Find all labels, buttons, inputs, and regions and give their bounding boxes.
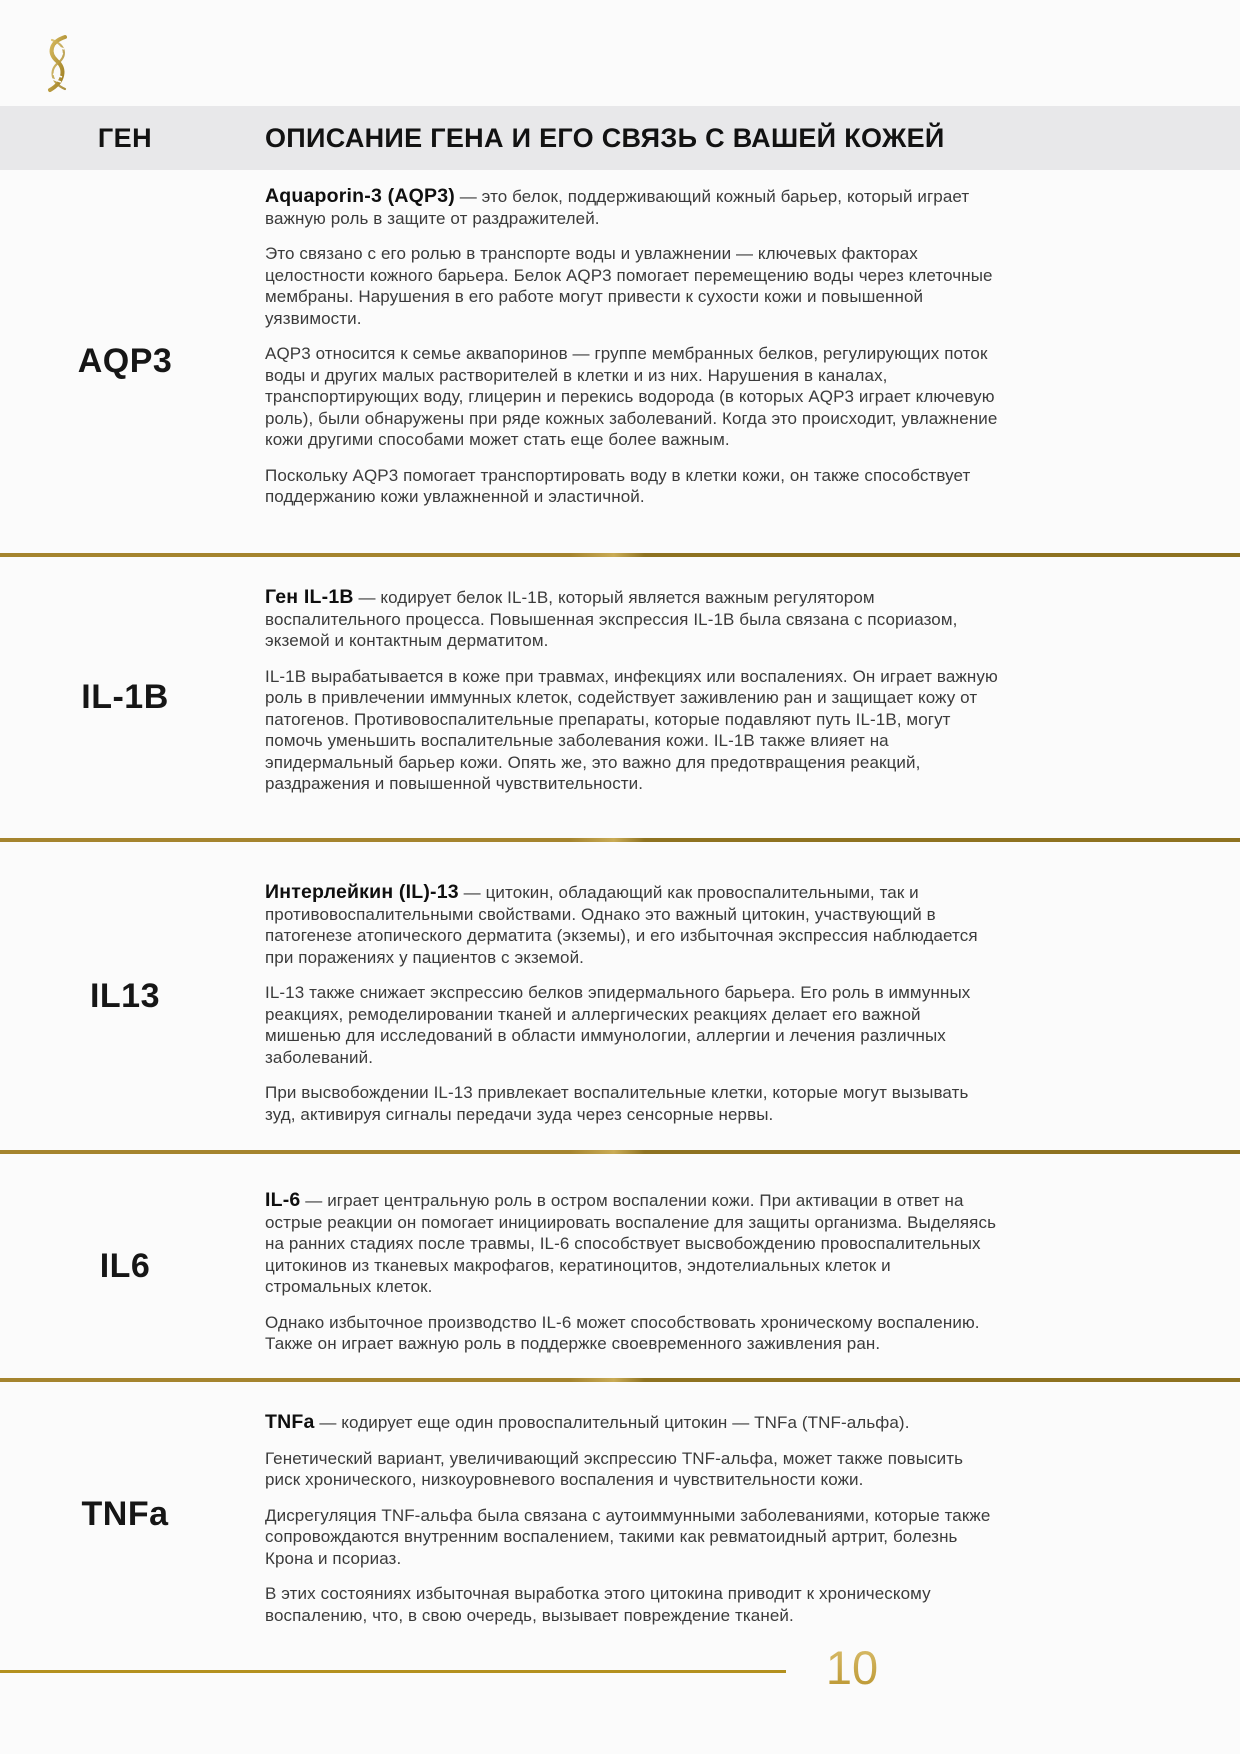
gene-name-lead: TNFa — [265, 1411, 315, 1433]
paragraph-text: — кодирует белок IL-1B, который является важным регулятором воспалительного процесса. Повышенная экспрессия IL-1B была связана с псориазом, экземой и контактным дерматитом. — [265, 588, 958, 650]
paragraph-text: Генетический вариант, увеличивающий экспрессию TNF-альфа, может также повысить риск хронического, низкоуровневого воспаления и чувствительности кожи. — [265, 1448, 964, 1489]
gene-label: IL-1B — [81, 678, 169, 716]
description-paragraph — [265, 982, 1000, 1068]
gene-label: IL6 — [99, 1246, 151, 1285]
description-paragraph — [265, 666, 1000, 795]
paragraph-text: IL-13 также снижает экспрессию белков эпидермального барьера. Его роль в иммунных реакциях, ремоделировании тканей и аллергических реакциях делает его важной мишенью для исследований в области иммунологии, аллергии и лечения различных заболеваний. — [265, 983, 971, 1067]
footer-gold-rule — [0, 1670, 786, 1673]
paragraph-text: AQP3 относится к семье аквапоринов — группе мембранных белков, регулирующих поток воды и других малых растворителей в клетки и из них. Нарушения в каналах, транспортирующих воду, глицерин и перекись водорода (в которых AQP3 играет ключевую роль), были обнаружены при ряде кожных заболеваний. Когда это происходит, увлажнение кожи другими способами может стать еще более важным. — [265, 344, 998, 449]
gene-column-header: ГЕН — [97, 122, 153, 153]
gene-cell — [0, 842, 250, 1150]
gene-cell — [0, 170, 250, 553]
dna-helix-svg — [40, 34, 76, 96]
gene-description-cell — [250, 170, 1240, 553]
paragraph-text: — цитокин, обладающий как провоспалительными, так и противовоспалительными свойствами. Однако это важный цитокин, участвующий в патогенезе атопического дерматита (экземы), и его избыточная экспрессия наблюдается при поражениях у пациентов с экземой. — [265, 883, 978, 967]
gene-name-lead: Ген IL-1B — [265, 586, 354, 608]
paragraph-text: Поскольку AQP3 помогает транспортировать воду в клетки кожи, он также способствует поддержанию кожи увлажненной и эластичной. — [265, 465, 971, 506]
gene-section-row — [0, 838, 1240, 1150]
gene-description-cell — [250, 842, 1240, 1150]
description-paragraph — [265, 1082, 1000, 1125]
description-paragraph — [265, 1312, 1000, 1355]
description-paragraph — [265, 1583, 1000, 1626]
paragraph-text: IL-1B вырабатывается в коже при травмах, инфекциях или воспалениях. Он играет важную роль в привлечении иммунных клеток, содействует заживлению ран и защищает кожу от патогенов. Противовоспалительные препараты, которые подавляют путь IL-1B, могут помочь уменьшить воспалительные заболевания кожи. IL-1B также влияет на эпидермальный барьер кожи. Опять же, это важно для предотвращения реакций, раздражения и повышенной чувствительности. — [265, 666, 998, 793]
gene-section-row — [0, 1378, 1240, 1646]
description-paragraph — [265, 882, 1000, 968]
gene-description-cell — [250, 1154, 1240, 1378]
description-paragraph — [265, 186, 1000, 229]
gene-description-cell — [250, 557, 1240, 838]
gene-name-lead: Интерлейкин (IL)-13 — [265, 881, 459, 903]
description-paragraph — [265, 343, 1000, 451]
gene-cell — [0, 1382, 250, 1646]
gene-section-row — [0, 553, 1240, 838]
paragraph-text: — играет центральную роль в остром воспалении кожи. При активации в ответ на острые реакции он помогает инициировать воспаление для защиты организма. Выделяясь на ранних стадиях после травмы, IL-6 способствует высвобождению провоспалительных цитокинов из тканевых макрофагов, кератиноцитов, эндотелиальных клеток и стромальных клеток. — [265, 1191, 997, 1296]
gene-description-cell — [250, 1382, 1240, 1646]
description-paragraph — [265, 1505, 1000, 1570]
gene-section-row — [0, 170, 1240, 553]
description-paragraph — [265, 587, 1000, 652]
description-paragraph — [265, 243, 1000, 329]
paragraph-text: Это связано с его ролью в транспорте воды и увлажнении — ключевых факторах целостности кожного барьера. Белок AQP3 помогает перемещению воды через клеточные мембраны. Нарушения в его работе могут привести к сухости кожи и повышенной уязвимости. — [265, 244, 993, 328]
gene-cell — [0, 1154, 250, 1378]
paragraph-text: — это белок, поддерживающий кожный барьер, который играет важную роль в защите от раздражителей. — [265, 187, 970, 228]
gene-section-row — [0, 1150, 1240, 1378]
paragraph-text: Дисрегуляция TNF-альфа была связана с аутоиммунными заболеваниями, которые также сопровождаются внутренним воспалением, такими как ревматоидный артрит, болезнь Крона и псориаз. — [265, 1505, 991, 1568]
gene-label: IL13 — [89, 976, 161, 1015]
paragraph-text: При высвобождении IL-13 привлекает воспалительные клетки, которые могут вызывать зуд, активируя сигналы передачи зуда через сенсорные нервы. — [265, 1083, 969, 1124]
gene-name-lead: IL-6 — [265, 1189, 301, 1211]
dna-helix-logo-icon — [40, 34, 76, 96]
description-paragraph — [265, 465, 1000, 508]
page-number: 10 — [822, 1640, 882, 1695]
gene-label: TNFa — [81, 1494, 169, 1533]
description-paragraph — [265, 1412, 1000, 1434]
gene-cell — [0, 557, 250, 838]
description-column-header: ОПИСАНИЕ ГЕНА И ЕГО СВЯЗЬ С ВАШЕЙ КОЖЕЙ — [265, 122, 945, 153]
gene-name-lead: Aquaporin-3 (AQP3) — [265, 185, 455, 207]
table-header-row — [0, 106, 1240, 170]
gene-sections-table — [0, 170, 1240, 1646]
gene-label: AQP3 — [77, 342, 173, 380]
paragraph-text: В этих состояниях избыточная выработка этого цитокина приводит к хроническому воспалению, что, в свою очередь, вызывает повреждение тканей. — [265, 1584, 931, 1625]
paragraph-text: — кодирует еще один провоспалительный цитокин — TNFa (TNF-альфа). — [314, 1413, 910, 1432]
paragraph-text: Однако избыточное производство IL-6 может способствовать хроническому воспалению. Также он играет важную роль в поддержке своевременного заживления ран. — [265, 1312, 980, 1353]
description-paragraph — [265, 1448, 1000, 1491]
description-paragraph — [265, 1190, 1000, 1298]
